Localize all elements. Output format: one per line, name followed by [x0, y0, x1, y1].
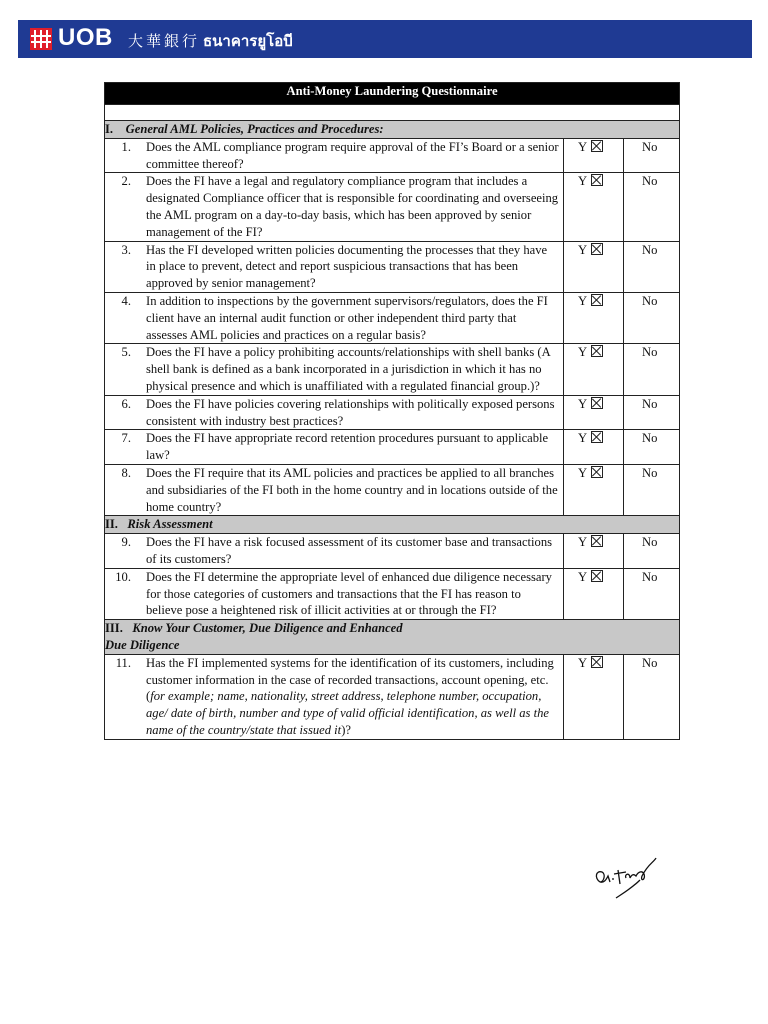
section-header-1 — [105, 121, 680, 139]
section-header-2 — [105, 516, 680, 534]
yes-answer[interactable] — [564, 464, 624, 515]
question-number: 2. — [121, 174, 131, 189]
section-number: III. — [105, 621, 123, 636]
question-row — [105, 534, 680, 569]
no-answer[interactable]: No — [624, 430, 680, 465]
yes-answer[interactable] — [564, 534, 624, 569]
yes-label: Y — [578, 345, 588, 360]
yes-label: Y — [578, 655, 588, 670]
no-answer[interactable]: No — [624, 654, 680, 739]
question-number: 1. — [121, 139, 131, 154]
question-number: 7. — [121, 431, 131, 446]
yes-answer[interactable] — [564, 395, 624, 430]
no-answer[interactable]: No — [624, 344, 680, 395]
question-text: Does the FI require that its AML policies and practices be applied to all branches and subsidiaries of the FI both in the home country and in locations outside of the home country? — [146, 465, 558, 514]
question-text: Does the FI have policies covering relationships with politically exposed persons consistent with industry best practices? — [146, 396, 555, 428]
aml-questionnaire-table — [104, 82, 680, 740]
checked-box-icon[interactable] — [591, 345, 603, 357]
question-row — [105, 138, 680, 173]
no-answer[interactable]: No — [624, 395, 680, 430]
checked-box-icon[interactable] — [591, 656, 603, 668]
section-number: II. — [105, 517, 118, 532]
checked-box-icon[interactable] — [591, 397, 603, 409]
question-text-end: )? — [341, 722, 351, 737]
yes-label: Y — [578, 293, 588, 308]
question-number: 6. — [121, 396, 131, 411]
section-number: I. — [105, 122, 114, 136]
question-number: 10. — [115, 569, 131, 584]
question-row — [105, 292, 680, 343]
section-title-continued: Due Diligence — [105, 637, 180, 652]
brand-thai-name: ธนาคารยูโอบี — [203, 32, 293, 50]
question-number: 8. — [121, 465, 131, 480]
yes-label: Y — [578, 431, 588, 446]
question-row — [105, 568, 680, 619]
spacer-row — [105, 105, 680, 121]
yes-answer[interactable] — [564, 241, 624, 292]
yes-label: Y — [578, 174, 588, 189]
document-title: Anti-Money Laundering Questionnaire — [105, 83, 680, 105]
header-banner — [18, 20, 752, 58]
yes-answer[interactable] — [564, 138, 624, 173]
question-text: Does the FI determine the appropriate level of enhanced due diligence necessary for those categories of customers and transactions that the FI has reason to believe pose a heightened risk of illicit activities at or through the FI? — [146, 569, 552, 618]
yes-answer[interactable] — [564, 654, 624, 739]
question-number: 4. — [121, 293, 131, 308]
question-row — [105, 395, 680, 430]
checked-box-icon[interactable] — [591, 140, 603, 152]
checked-box-icon[interactable] — [591, 535, 603, 547]
no-answer[interactable]: No — [624, 173, 680, 241]
no-answer[interactable]: No — [624, 292, 680, 343]
checked-box-icon[interactable] — [591, 294, 603, 306]
question-row — [105, 464, 680, 515]
question-text-part: Has the FI implemented systems for the identification of its customers, including customer information in the case of recorded transactions, account opening, etc. ( — [146, 655, 554, 704]
checked-box-icon[interactable] — [591, 570, 603, 582]
no-answer[interactable]: No — [624, 241, 680, 292]
section-title: Risk Assessment — [127, 517, 213, 532]
checked-box-icon[interactable] — [591, 431, 603, 443]
question-number: 5. — [121, 345, 131, 360]
checked-box-icon[interactable] — [591, 466, 603, 478]
question-text — [131, 655, 563, 739]
no-answer[interactable]: No — [624, 138, 680, 173]
uob-logo-icon — [30, 28, 52, 50]
question-row — [105, 241, 680, 292]
section-title: Know Your Customer, Due Diligence and Enhanced — [132, 621, 403, 636]
question-row — [105, 344, 680, 395]
question-row — [105, 654, 680, 739]
checked-box-icon[interactable] — [591, 243, 603, 255]
question-text: Does the FI have appropriate record retention procedures pursuant to applicable law? — [146, 431, 549, 463]
yes-label: Y — [578, 139, 588, 154]
yes-label: Y — [578, 535, 588, 550]
checked-box-icon[interactable] — [591, 174, 603, 186]
yes-answer[interactable] — [564, 430, 624, 465]
question-row — [105, 430, 680, 465]
yes-label: Y — [578, 465, 588, 480]
question-row — [105, 173, 680, 241]
yes-answer[interactable] — [564, 173, 624, 241]
yes-label: Y — [578, 569, 588, 584]
brand-chinese-name: 大華銀行 — [128, 32, 201, 50]
yes-answer[interactable] — [564, 344, 624, 395]
section-header-3 — [105, 620, 680, 655]
question-text-example: for example; name, nationality, street address, telephone number, occupation, age/ date of birth, number and type of valid official identification, as well as the name of the country/state that issued it — [146, 689, 549, 737]
question-text: Has the FI developed written policies documenting the processes that they have in place to prevent, detect and report suspicious transactions that has been approved by senior management? — [146, 242, 548, 291]
yes-answer[interactable] — [564, 292, 624, 343]
signature-image — [592, 852, 662, 900]
no-answer[interactable]: No — [624, 568, 680, 619]
question-text: Does the AML compliance program require approval of the FI’s Board or a senior committee thereof? — [146, 139, 559, 171]
question-number: 3. — [121, 242, 131, 257]
question-text: Does the FI have a risk focused assessment of its customer base and transactions of its customers? — [146, 535, 553, 566]
brand-name: UOB — [58, 24, 113, 51]
yes-label: Y — [578, 396, 588, 411]
question-text: Does the FI have a legal and regulatory compliance program that includes a designated Compliance officer that is responsible for coordinating and overseeing the AML program on a day-to-day basis, which has been approved by senior management of the FI? — [146, 174, 559, 239]
section-title: General AML Policies, Practices and Procedures: — [125, 122, 384, 136]
no-answer[interactable]: No — [624, 534, 680, 569]
question-text: Does the FI have a policy prohibiting accounts/relationships with shell banks (A shell bank is defined as a bank incorporated in a jurisdiction in which it has no physical presence and which is unaffiliated with a regulated financial group.)? — [146, 345, 550, 393]
question-text: In addition to inspections by the government supervisors/regulators, does the FI client have an internal audit function or other independent third party that assesses AML policies and practices on a regular basis? — [146, 293, 548, 342]
no-answer[interactable]: No — [624, 464, 680, 515]
yes-answer[interactable] — [564, 568, 624, 619]
yes-label: Y — [578, 242, 588, 257]
question-number: 9. — [121, 535, 131, 550]
question-number: 11. — [115, 655, 131, 670]
